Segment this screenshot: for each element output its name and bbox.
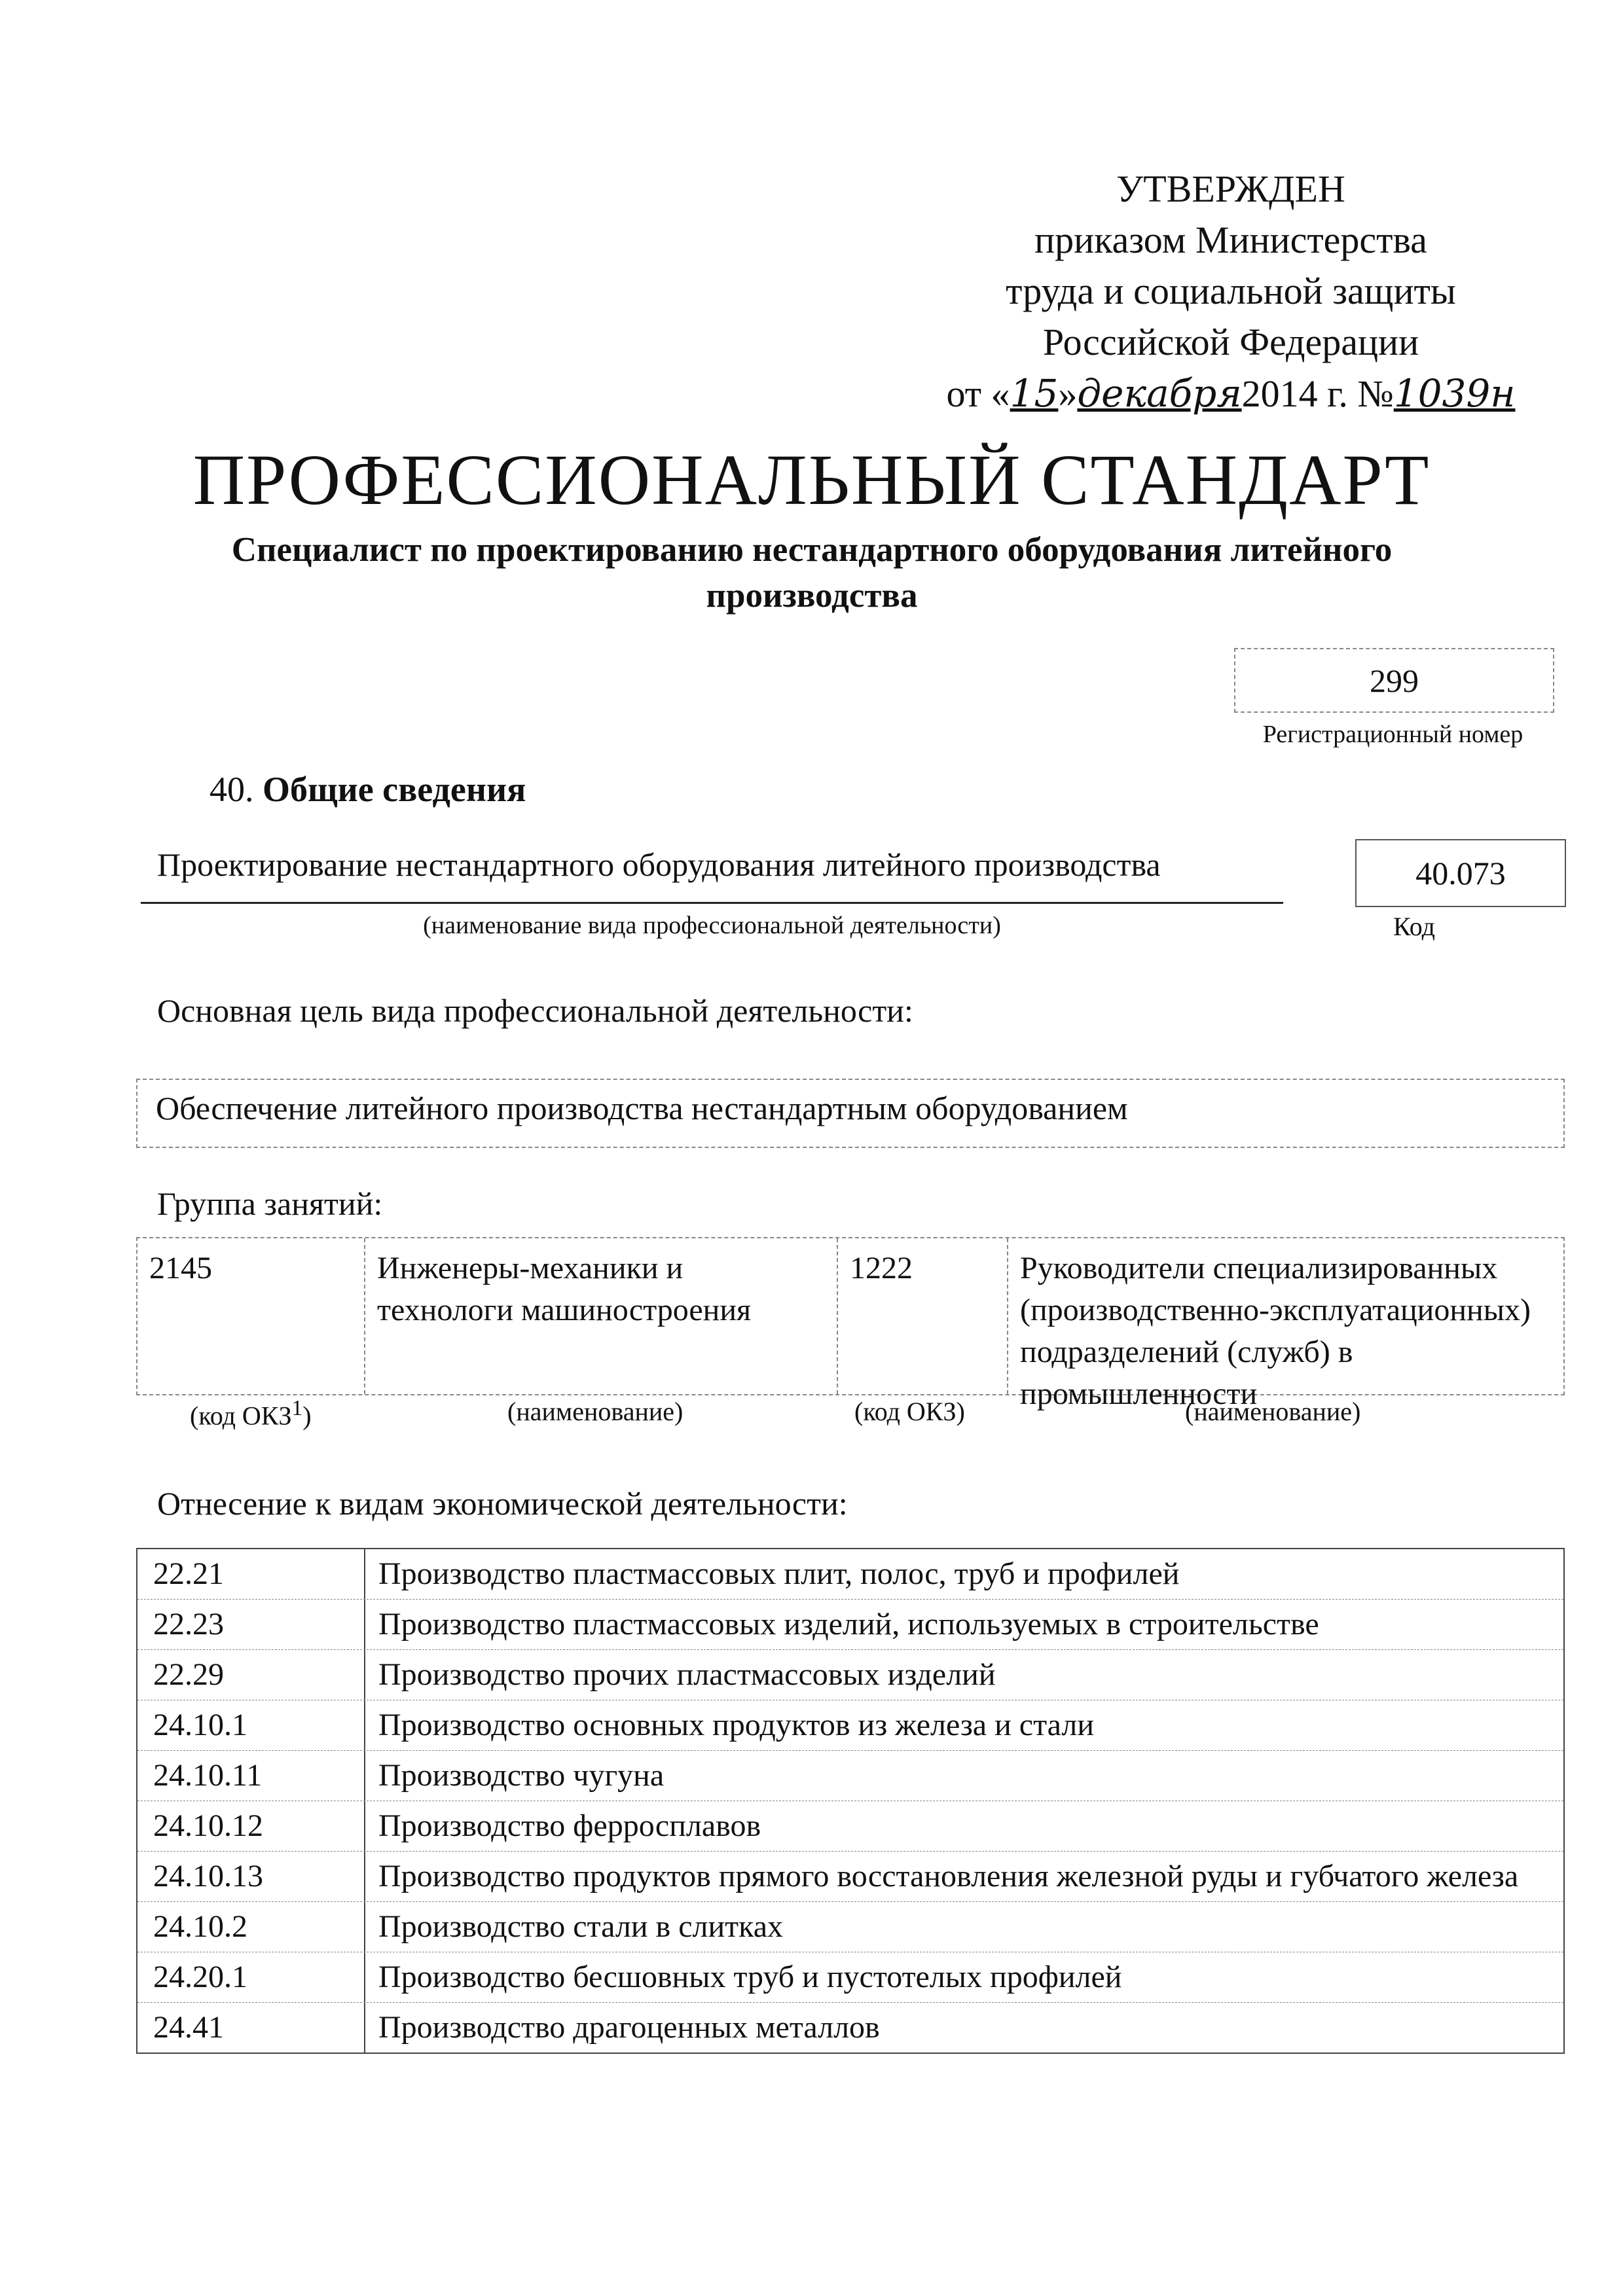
date-month: декабря	[1077, 371, 1242, 416]
economic-label: Отнесение к видам экономической деятельности:	[157, 1485, 848, 1522]
approval-line: Российской Федерации	[1042, 321, 1419, 363]
table-row	[137, 1851, 1563, 1901]
caption-code-okz-close: )	[302, 1401, 312, 1431]
activity-code: 40.073	[1415, 855, 1506, 891]
okved-name: Производство стали в слитках	[378, 1909, 784, 1944]
okved-code: 24.41	[137, 2003, 365, 2053]
date-year: 2014 г. №	[1241, 372, 1394, 415]
approval-line: приказом Министерства	[1034, 219, 1427, 261]
activity-caption: (наименование вида профессиональной деятельности)	[423, 912, 1001, 939]
economic-table	[136, 1548, 1565, 2054]
document-title: ПРОФЕССИОНАЛЬНЫЙ СТАНДАРТ	[192, 440, 1431, 520]
caption-code-okz-text: (код ОКЗ	[190, 1401, 292, 1431]
okved-name: Производство бесшовных труб и пустотелых профилей	[378, 1960, 1122, 1994]
caption-code-okz	[190, 1396, 312, 1431]
occupations-label: Группа занятий:	[157, 1185, 383, 1222]
okved-code: 22.29	[137, 1650, 365, 1700]
table-row	[137, 1750, 1563, 1801]
approval-line: труда и социальной защиты	[1006, 270, 1456, 312]
okved-code: 24.10.13	[137, 1852, 365, 1901]
caption-name: (наименование)	[1185, 1397, 1361, 1426]
okved-code: 22.21	[137, 1549, 365, 1599]
section-heading	[210, 769, 526, 810]
activity-underline	[141, 902, 1283, 904]
okved-name: Производство пластмассовых изделий, используемых в строительстве	[378, 1607, 1319, 1641]
occupations-table	[136, 1237, 1565, 1411]
goal-text: Обеспечение литейного производства нестандартным оборудованием	[156, 1090, 1128, 1126]
caption-code-okz: (код ОКЗ)	[854, 1397, 965, 1426]
date-prefix: от «	[946, 372, 1010, 415]
registration-number: 299	[1370, 662, 1419, 699]
activity-code-caption: Код	[1393, 912, 1435, 941]
occupation-code-cell: 2145	[137, 1238, 365, 1394]
okved-name: Производство драгоценных металлов	[378, 2010, 880, 2045]
okved-name: Производство пластмассовых плит, полос, труб и профилей	[378, 1556, 1180, 1591]
footnote-marker: 1	[291, 1396, 303, 1420]
okved-code: 22.23	[137, 1600, 365, 1649]
okved-code: 24.20.1	[137, 1952, 365, 2002]
table-row	[137, 1700, 1563, 1750]
approval-date-line	[903, 368, 1558, 420]
section-title: Общие сведения	[263, 770, 526, 809]
order-number: 1039н	[1393, 371, 1516, 416]
registration-caption: Регистрационный номер	[1262, 721, 1523, 748]
approval-heading: УТВЕРЖДЕН	[1116, 168, 1345, 210]
approval-block	[903, 164, 1558, 420]
document-subtitle: Специалист по проектированию нестандартного оборудования литейного производства	[231, 531, 1393, 615]
date-day: 15	[1010, 371, 1059, 416]
table-row	[137, 2002, 1563, 2053]
okved-name: Производство чугуна	[378, 1758, 665, 1793]
table-row	[137, 1649, 1563, 1700]
table-row	[137, 1599, 1563, 1649]
okved-code: 24.10.12	[137, 1801, 365, 1851]
registration-number-box	[1234, 648, 1554, 713]
table-row	[137, 1801, 1563, 1851]
occupation-name-cell: Руководители специализированных (производственно-эксплуатационных) подразделений (служб) в промышленности	[1020, 1251, 1531, 1411]
table-row	[137, 1952, 1563, 2002]
occupation-code-cell: 1222	[838, 1238, 1008, 1394]
section-number: 40.	[210, 770, 254, 809]
table-row	[137, 1901, 1563, 1952]
goal-label: Основная цель вида профессиональной деятельности:	[157, 992, 913, 1029]
goal-box	[136, 1079, 1565, 1148]
okved-name: Производство ферросплавов	[378, 1808, 761, 1843]
okved-code: 24.10.11	[137, 1751, 365, 1801]
occupation-name-cell: Инженеры-механики и технологи машиностроения	[365, 1238, 838, 1394]
activity-code-box	[1355, 839, 1566, 907]
okved-code: 24.10.1	[137, 1700, 365, 1750]
activity-name: Проектирование нестандартного оборудования литейного производства	[157, 846, 1161, 883]
table-row	[137, 1549, 1563, 1599]
okved-name: Производство основных продуктов из железа и стали	[378, 1708, 1095, 1742]
date-mid: »	[1058, 372, 1078, 415]
okved-code: 24.10.2	[137, 1902, 365, 1952]
okved-name: Производство продуктов прямого восстановления железной руды и губчатого железа	[378, 1859, 1519, 1893]
caption-name: (наименование)	[507, 1397, 684, 1426]
okved-name: Производство прочих пластмассовых изделий	[378, 1657, 996, 1692]
